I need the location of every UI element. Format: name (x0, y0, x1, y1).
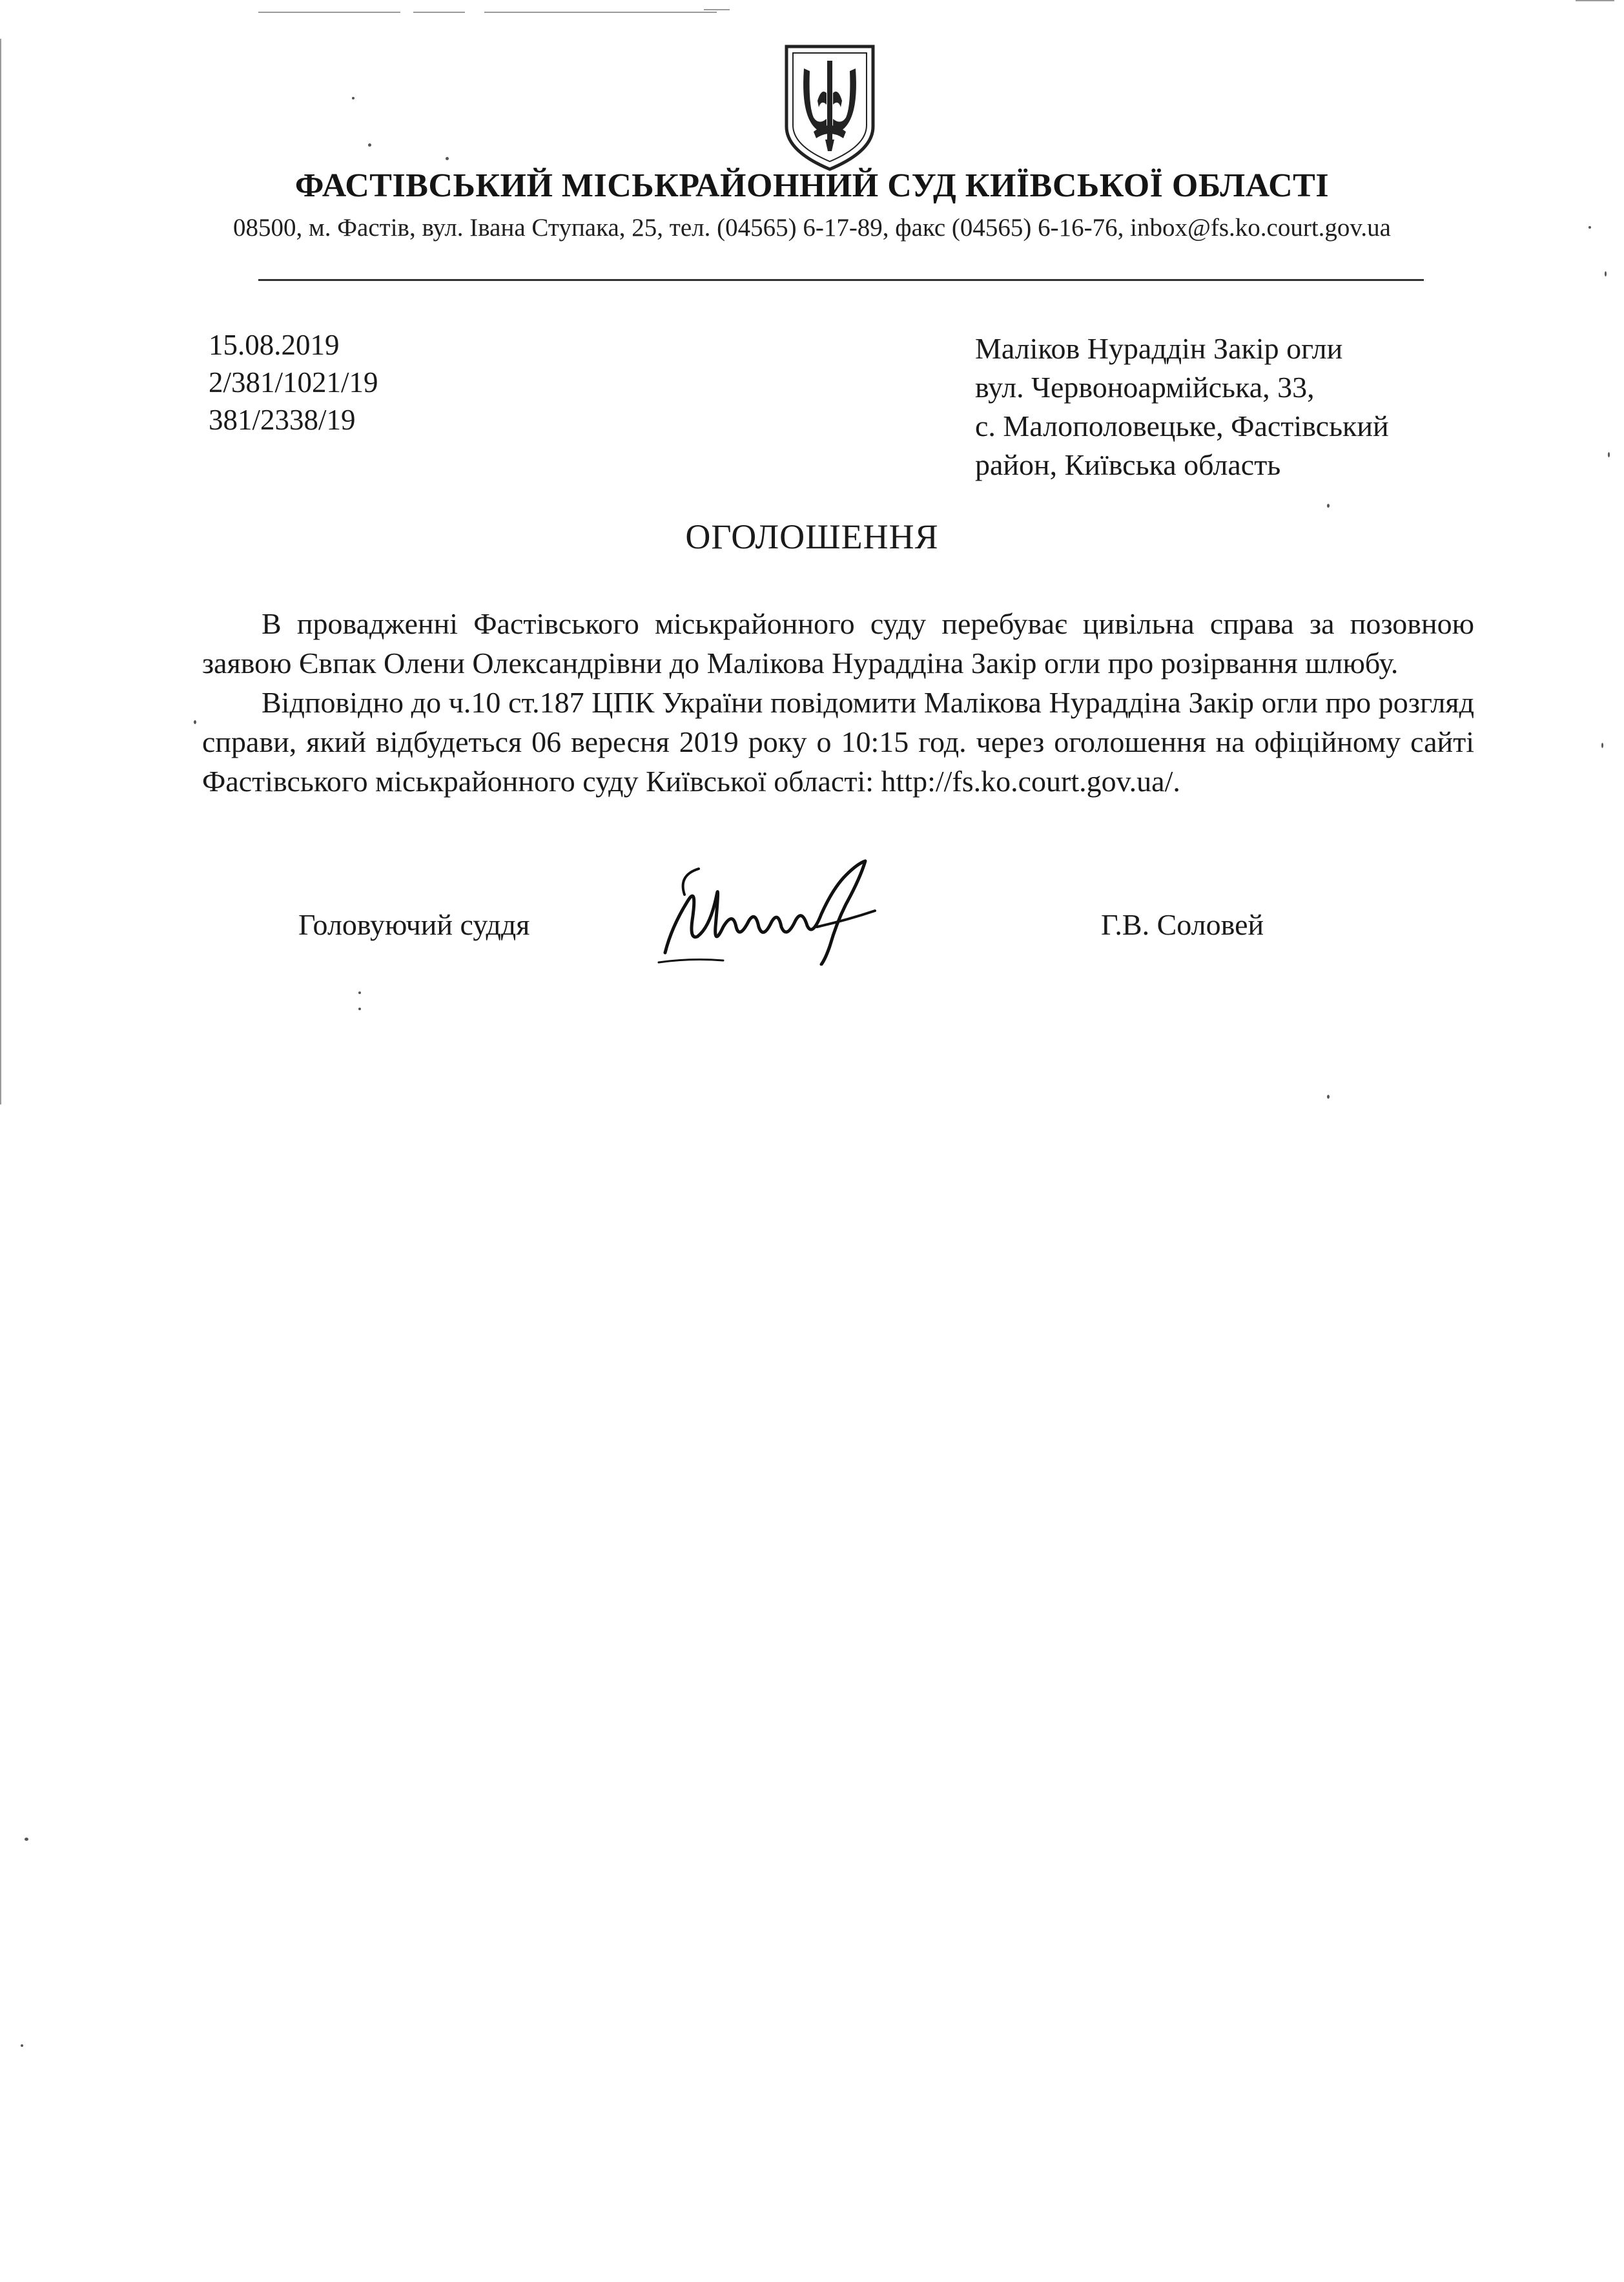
body-paragraph: В провадженні Фастівського міськрайонного суду перебуває цивільна справа за позовною заявою Євпак Олени Олександрівни до Малікова Нураддіна Закір огли про розірвання шлюбу. (202, 607, 1474, 679)
signer-role: Головуючий суддя (298, 908, 530, 941)
scan-speck (358, 991, 361, 994)
scan-edge-line (484, 12, 717, 13)
recipient-line: Маліков Нураддін Закір огли (975, 332, 1343, 365)
proceeding-number: 381/2338/19 (209, 404, 356, 436)
scan-speck (25, 1838, 28, 1841)
handwritten-signature-icon (652, 849, 904, 966)
scan-speck (368, 143, 371, 147)
scan-edge-line (704, 9, 730, 10)
court-name: ФАСТІВСЬКИЙ МІСЬКРАЙОННИЙ СУД КИЇВСЬКОЇ ОБЛАСТІ (294, 167, 1330, 204)
scan-speck (446, 157, 449, 160)
document-meta (209, 326, 378, 439)
recipient-line: район, Київська область (975, 448, 1281, 481)
recipient-address (975, 329, 1389, 484)
scan-speck (1608, 452, 1610, 457)
document-date: 15.08.2019 (209, 329, 340, 361)
scan-edge-line (1576, 0, 1614, 1)
scan-edge-line (258, 12, 400, 13)
header-divider (258, 279, 1424, 281)
scan-speck (1327, 1095, 1330, 1099)
scan-speck (1605, 271, 1607, 276)
coat-of-arms-trident-icon (781, 43, 878, 172)
recipient-line: вул. Червоноармійська, 33, (975, 371, 1315, 404)
court-contacts: 08500, м. Фастів, вул. Івана Ступака, 25, тел. (04565) 6-17-89, факс (04565) 6-16-76, inbox@fs.ko.court.gov.ua (233, 214, 1391, 242)
recipient-line: с. Малополовецьке, Фастівський (975, 410, 1389, 442)
scan-speck (1327, 504, 1330, 508)
announcement-body (202, 604, 1474, 801)
body-paragraph: Відповідно до ч.10 ст.187 ЦПК України повідомити Малікова Нураддіна Закір огли про розгляд справи, який відбудеться 06 вересня 2019 року о 10:15 год. через оголошення на офіційному сайті Фастівського міськрайонного суду Київської області: http://fs.ko.court.gov.ua/. (202, 686, 1474, 798)
scan-speck (21, 2044, 23, 2047)
scan-edge-line (413, 12, 465, 13)
case-number: 2/381/1021/19 (209, 366, 378, 399)
signer-name: Г.В. Соловей (1101, 908, 1264, 941)
scan-speck (1601, 743, 1603, 748)
scan-speck (358, 1008, 361, 1010)
document-title: ОГОЛОШЕННЯ (685, 517, 939, 556)
scan-speck (352, 97, 355, 99)
scan-speck (194, 720, 196, 724)
signature-block (0, 908, 1624, 985)
